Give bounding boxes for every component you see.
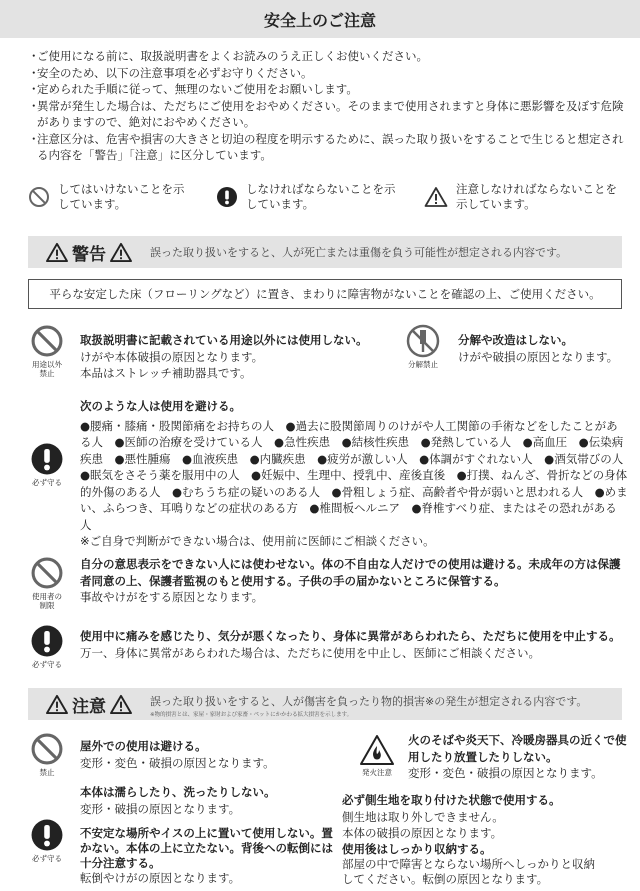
outdoor-item: 屋外での使用は避ける。 変形・変色・破損の原因となります。 — [80, 739, 275, 770]
disassembly-item: 分解や改造はしない。 けがや破損の原因となります。 — [458, 333, 619, 364]
unstable-place-item: 不安定な場所やイスの上に置いて使用しない。置かない。本体の上に立たない。背後への転倒には十分注意する。 転倒やけがの原因となります。 — [80, 826, 333, 885]
stop-use-must-badge: 必ず守る — [22, 624, 72, 669]
disassembly-prohibit-badge: 分解禁止 — [398, 324, 448, 369]
exclamation-circle-icon — [216, 186, 238, 208]
prohibit-icon — [30, 732, 64, 766]
intro-item: ・ 定められた手順に従って、無理のないご使用をお願いします。 — [28, 82, 358, 96]
exclamation-circle-icon — [30, 818, 64, 852]
warning-triangle-icon — [109, 694, 133, 715]
caution-description: 誤った取り扱いをすると、人が傷害を負ったり物的損害※の発生が想定される内容です。 — [150, 695, 588, 708]
persons-must-badge: 必ず守る — [22, 442, 72, 487]
warning-triangle-icon — [109, 242, 133, 263]
stop-use-item: 使用中に痛みを感じたり、気分が悪くなったり、身体に異常があらわれたら、ただちに使用を中止する。 万一、身体に異常があらわれた場合は、ただちに使用を中止し、医師にご相談ください。 — [80, 629, 621, 660]
intro-item: ・ 注意区分は、危害や損害の大きさと切迫の程度を明示するために、誤った取り扱いをすることで生じると想定される内容を「警告」「注意」に区分しています。 — [28, 131, 624, 162]
prohibit-icon — [28, 186, 50, 208]
fire-warning-icon — [359, 734, 395, 766]
legend-must: しなければならないことを示しています。 — [216, 180, 396, 214]
floor-notice: 平らな安定した床（フローリングなど）に置き、まわりに障害物がないことを確認の上、ご使用ください。 — [28, 279, 622, 309]
legend-caution: 注意しなければならないことを示しています。 — [424, 180, 624, 214]
caution-label: 注意 — [72, 696, 106, 717]
persons-item: 次のような人は使用を避ける。 ●腰痛・膝痛・股関節痛をお持ちの人 ●過去に股関節周りのけがや人工関節の手術などをしたことがある人 ●医師の治療を受けている人 ●急性疾患 ●結核性疾患 ●発熱している人 ●高血圧 ●伝染病疾患 ●悪性腫瘍 ●血液疾患 ●内臓疾患 ●疲労が激しい人 ●体調がすぐれない人 ●酒気帯びの人 ●眠気をさそう薬を服用中の人 ●妊娠中、生理中、授乳中、産後直後 ●打撲、ねんざ、骨折などの身体的外傷のある人 ●むちうち症の疑いのある人 ●骨粗しょう症、高齢者や骨が弱いと思われる人 ●めまい、ふらつき、耳鳴りなどの症状のある方 ●椎間板ヘルニア ●脊椎すべり症、またはその恐れがある人 ※ご自身で判断ができない場合は、使用前に医師にご相談ください。 — [80, 399, 635, 548]
prohibit-icon — [30, 556, 64, 590]
user-restriction-badge: 使用者の 制限 — [22, 556, 72, 610]
user-restriction-item: 自分の意思表示をできない人には使わせない。体の不自由な人だけでの使用は避ける。未成年の方は保護者同意の上、保護者監視のもと使用する。子供の手の届かないところに保管する。 事故やけがをする原因となります。 — [80, 557, 621, 604]
storage-item: 使用後はしっかり収納する。 部屋の中で障害とならない場所へしっかりと収納してください。転倒の原因となります。 — [342, 842, 595, 886]
exclamation-circle-icon — [30, 442, 64, 476]
cover-item: 必ず側生地を取り付けた状態で使用する。 側生地は取り外しできません。 本体の破損の原因となります。 — [342, 793, 561, 840]
intro-item: ・ 安全のため、以下の注意事項を必ずお守りください。 — [28, 65, 313, 80]
fire-item: 火のそばや炎天下、冷暖房器具の近くで使用したり放置したりしない。 変形・変色・破損の原因となります。 — [408, 733, 627, 780]
warning-band — [28, 236, 622, 268]
warning-triangle-icon — [424, 186, 448, 208]
fire-caution-badge: 発火注意 — [352, 734, 402, 777]
caution-footnote: ※物的損害とは、家屋・家財および家畜・ペットにかかわる拡大損害を示します。 — [150, 712, 353, 718]
intro-item: ・ ご使用になる前に、取扱説明書をよくお読みのうえ正しくお使いください。 — [28, 49, 428, 63]
exclamation-circle-icon — [30, 624, 64, 658]
warning-triangle-icon — [45, 694, 69, 715]
caution-band — [28, 688, 622, 720]
use-only-item: 取扱説明書に記載されている用途以外には使用しない。 けがや本体破損の原因となります。 本品はストレッチ補助器具です。 — [80, 333, 368, 380]
no-wash-item: 本体は濡らしたり、洗ったりしない。 変形・破損の原因となります。 — [80, 785, 276, 816]
warning-description: 誤った取り扱いをすると、人が死亡または重傷を負う可能性が想定される内容です。 — [150, 246, 568, 259]
warning-triangle-icon — [45, 242, 69, 263]
page-title-text: 安全上のご注意 — [263, 10, 376, 30]
outdoor-prohibit-badge: 禁止 — [22, 732, 72, 777]
intro-list — [28, 48, 624, 164]
intro-item: ・ 異常が発生した場合は、ただちにご使用をおやめください。そのままで使用されますと身体に悪影響を及ぼす危険がありますので、絶対におやめください。 — [28, 98, 624, 129]
legend-prohibit: してはいけないことを示しています。 — [28, 180, 188, 214]
use-only-prohibit-badge: 用途以外 禁止 — [22, 324, 72, 378]
prohibit-icon — [30, 324, 64, 358]
screwdriver-prohibit-icon — [406, 324, 440, 358]
page-title — [0, 0, 640, 38]
caution-must-badge: 必ず守る — [22, 818, 72, 863]
warning-label: 警告 — [72, 244, 106, 265]
